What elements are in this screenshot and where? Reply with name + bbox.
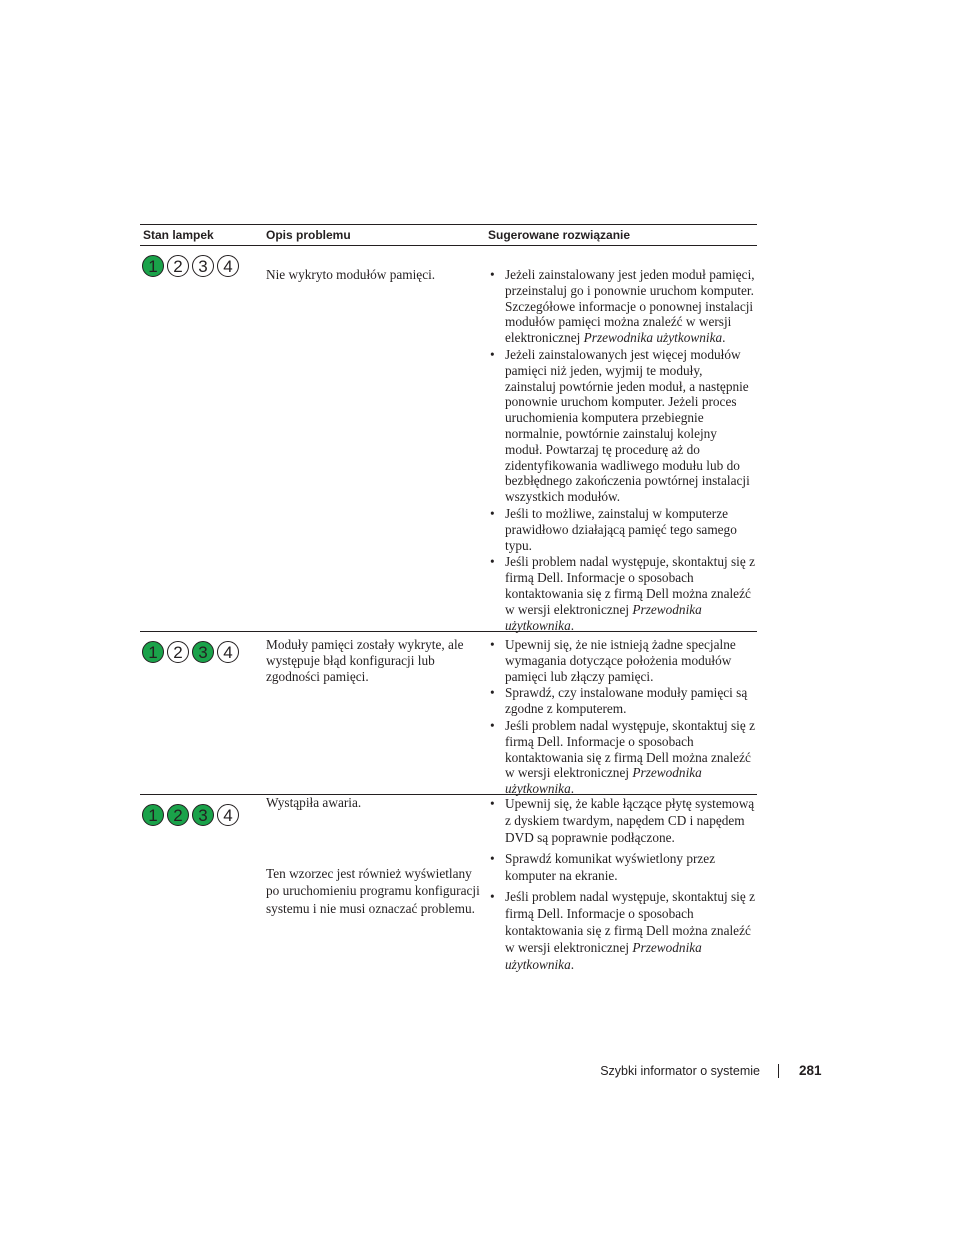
problem-description: Wystąpiła awaria. bbox=[266, 795, 362, 810]
diagnostic-lights-pattern bbox=[142, 804, 239, 826]
header-lights: Stan lampek bbox=[143, 228, 214, 242]
led-3-icon: 3 bbox=[192, 255, 214, 277]
section-title: Szybki informator o systemie bbox=[600, 1064, 760, 1078]
footer-divider bbox=[778, 1064, 779, 1078]
solution-item: • Jeżeli zainstalowanych jest więcej modułów pamięci niż jeden, wyjmij te moduły, zainstaluj powtórnie jeden moduł, a następnie ponownie uruchom komputer. Jeżeli proces uruchomienia komputera przebiegnie normalnie, powtórnie zainstaluj kolejny moduł. Powtarzaj tę procedurę aż do zidentyfikowania wadliwego modułu lub do bezbłędnego zakończenia powtórnej instalacji wszystkich modułów. bbox=[488, 347, 756, 505]
led-4-icon: 4 bbox=[217, 641, 239, 663]
problem-note: Ten wzorzec jest również wyświetlany po uruchomieniu programu konfiguracji systemu i nie musi oznaczać problemu. bbox=[266, 866, 480, 916]
solution-item: • Upewnij się, że nie istnieją żadne specjalne wymagania dotyczące położenia modułów pamięci lub złączy pamięci. bbox=[488, 637, 756, 684]
led-3-icon: 3 bbox=[192, 641, 214, 663]
solution-list bbox=[488, 637, 756, 798]
solution-list bbox=[488, 795, 756, 977]
table-header bbox=[140, 224, 757, 246]
led-4-icon: 4 bbox=[217, 255, 239, 277]
led-2-icon: 2 bbox=[167, 255, 189, 277]
led-2-icon: 2 bbox=[167, 804, 189, 826]
problem-description: Moduły pamięci zostały wykryte, ale występuje błąd konfiguracji lub zgodności pamięci. bbox=[266, 637, 464, 684]
led-1-icon: 1 bbox=[142, 641, 164, 663]
solution-item: • Jeśli problem nadal występuje, skontaktuj się z firmą Dell. Informacje o sposobach kontaktowania się z firmą Dell można znaleźć w wersji elektronicznej Przewodnika użytkownika. bbox=[488, 554, 756, 633]
page-footer bbox=[0, 1062, 954, 1082]
led-2-icon: 2 bbox=[167, 641, 189, 663]
led-1-icon: 1 bbox=[142, 804, 164, 826]
led-3-icon: 3 bbox=[192, 804, 214, 826]
solution-item: • Upewnij się, że kable łączące płytę systemową z dyskiem twardym, napędem CD i napędem DVD są poprawnie podłączone. bbox=[488, 795, 756, 846]
solution-item: • Jeśli problem nadal występuje, skontaktuj się z firmą Dell. Informacje o sposobach kontaktowania się z firmą Dell można znaleźć w wersji elektronicznej Przewodnika użytkownika. bbox=[488, 888, 756, 973]
diagnostic-lights-table bbox=[140, 224, 757, 995]
solution-item: • Jeżeli zainstalowany jest jeden moduł pamięci, przeinstaluj go i ponownie uruchom komputer. Szczegółowe informacje o ponownej instalacji modułów pamięci można znaleźć w wersji elektronicznej Przewodnika użytkownika. bbox=[488, 267, 756, 346]
page-number: 281 bbox=[799, 1063, 822, 1078]
problem-description: Nie wykryto modułów pamięci. bbox=[266, 267, 436, 282]
table-row bbox=[140, 632, 757, 795]
diagnostic-lights-pattern bbox=[142, 641, 239, 663]
solution-item: • Sprawdź komunikat wyświetlony przez komputer na ekranie. bbox=[488, 850, 756, 884]
led-1-icon: 1 bbox=[142, 255, 164, 277]
header-problem: Opis problemu bbox=[266, 228, 351, 242]
header-solution: Sugerowane rozwiązanie bbox=[488, 228, 631, 242]
solution-list bbox=[488, 267, 756, 634]
table-row bbox=[140, 246, 757, 632]
solution-item: • Sprawdź, czy instalowane moduły pamięci są zgodne z komputerem. bbox=[488, 685, 756, 717]
diagnostic-lights-pattern bbox=[142, 255, 239, 277]
solution-item: • Jeśli to możliwe, zainstaluj w komputerze prawidłowo działającą pamięć tego samego typu. bbox=[488, 506, 756, 553]
led-4-icon: 4 bbox=[217, 804, 239, 826]
solution-item: • Jeśli problem nadal występuje, skontaktuj się z firmą Dell. Informacje o sposobach kontaktowania się z firmą Dell można znaleźć w wersji elektronicznej Przewodnika użytkownika. bbox=[488, 718, 756, 797]
table-row bbox=[140, 795, 757, 995]
